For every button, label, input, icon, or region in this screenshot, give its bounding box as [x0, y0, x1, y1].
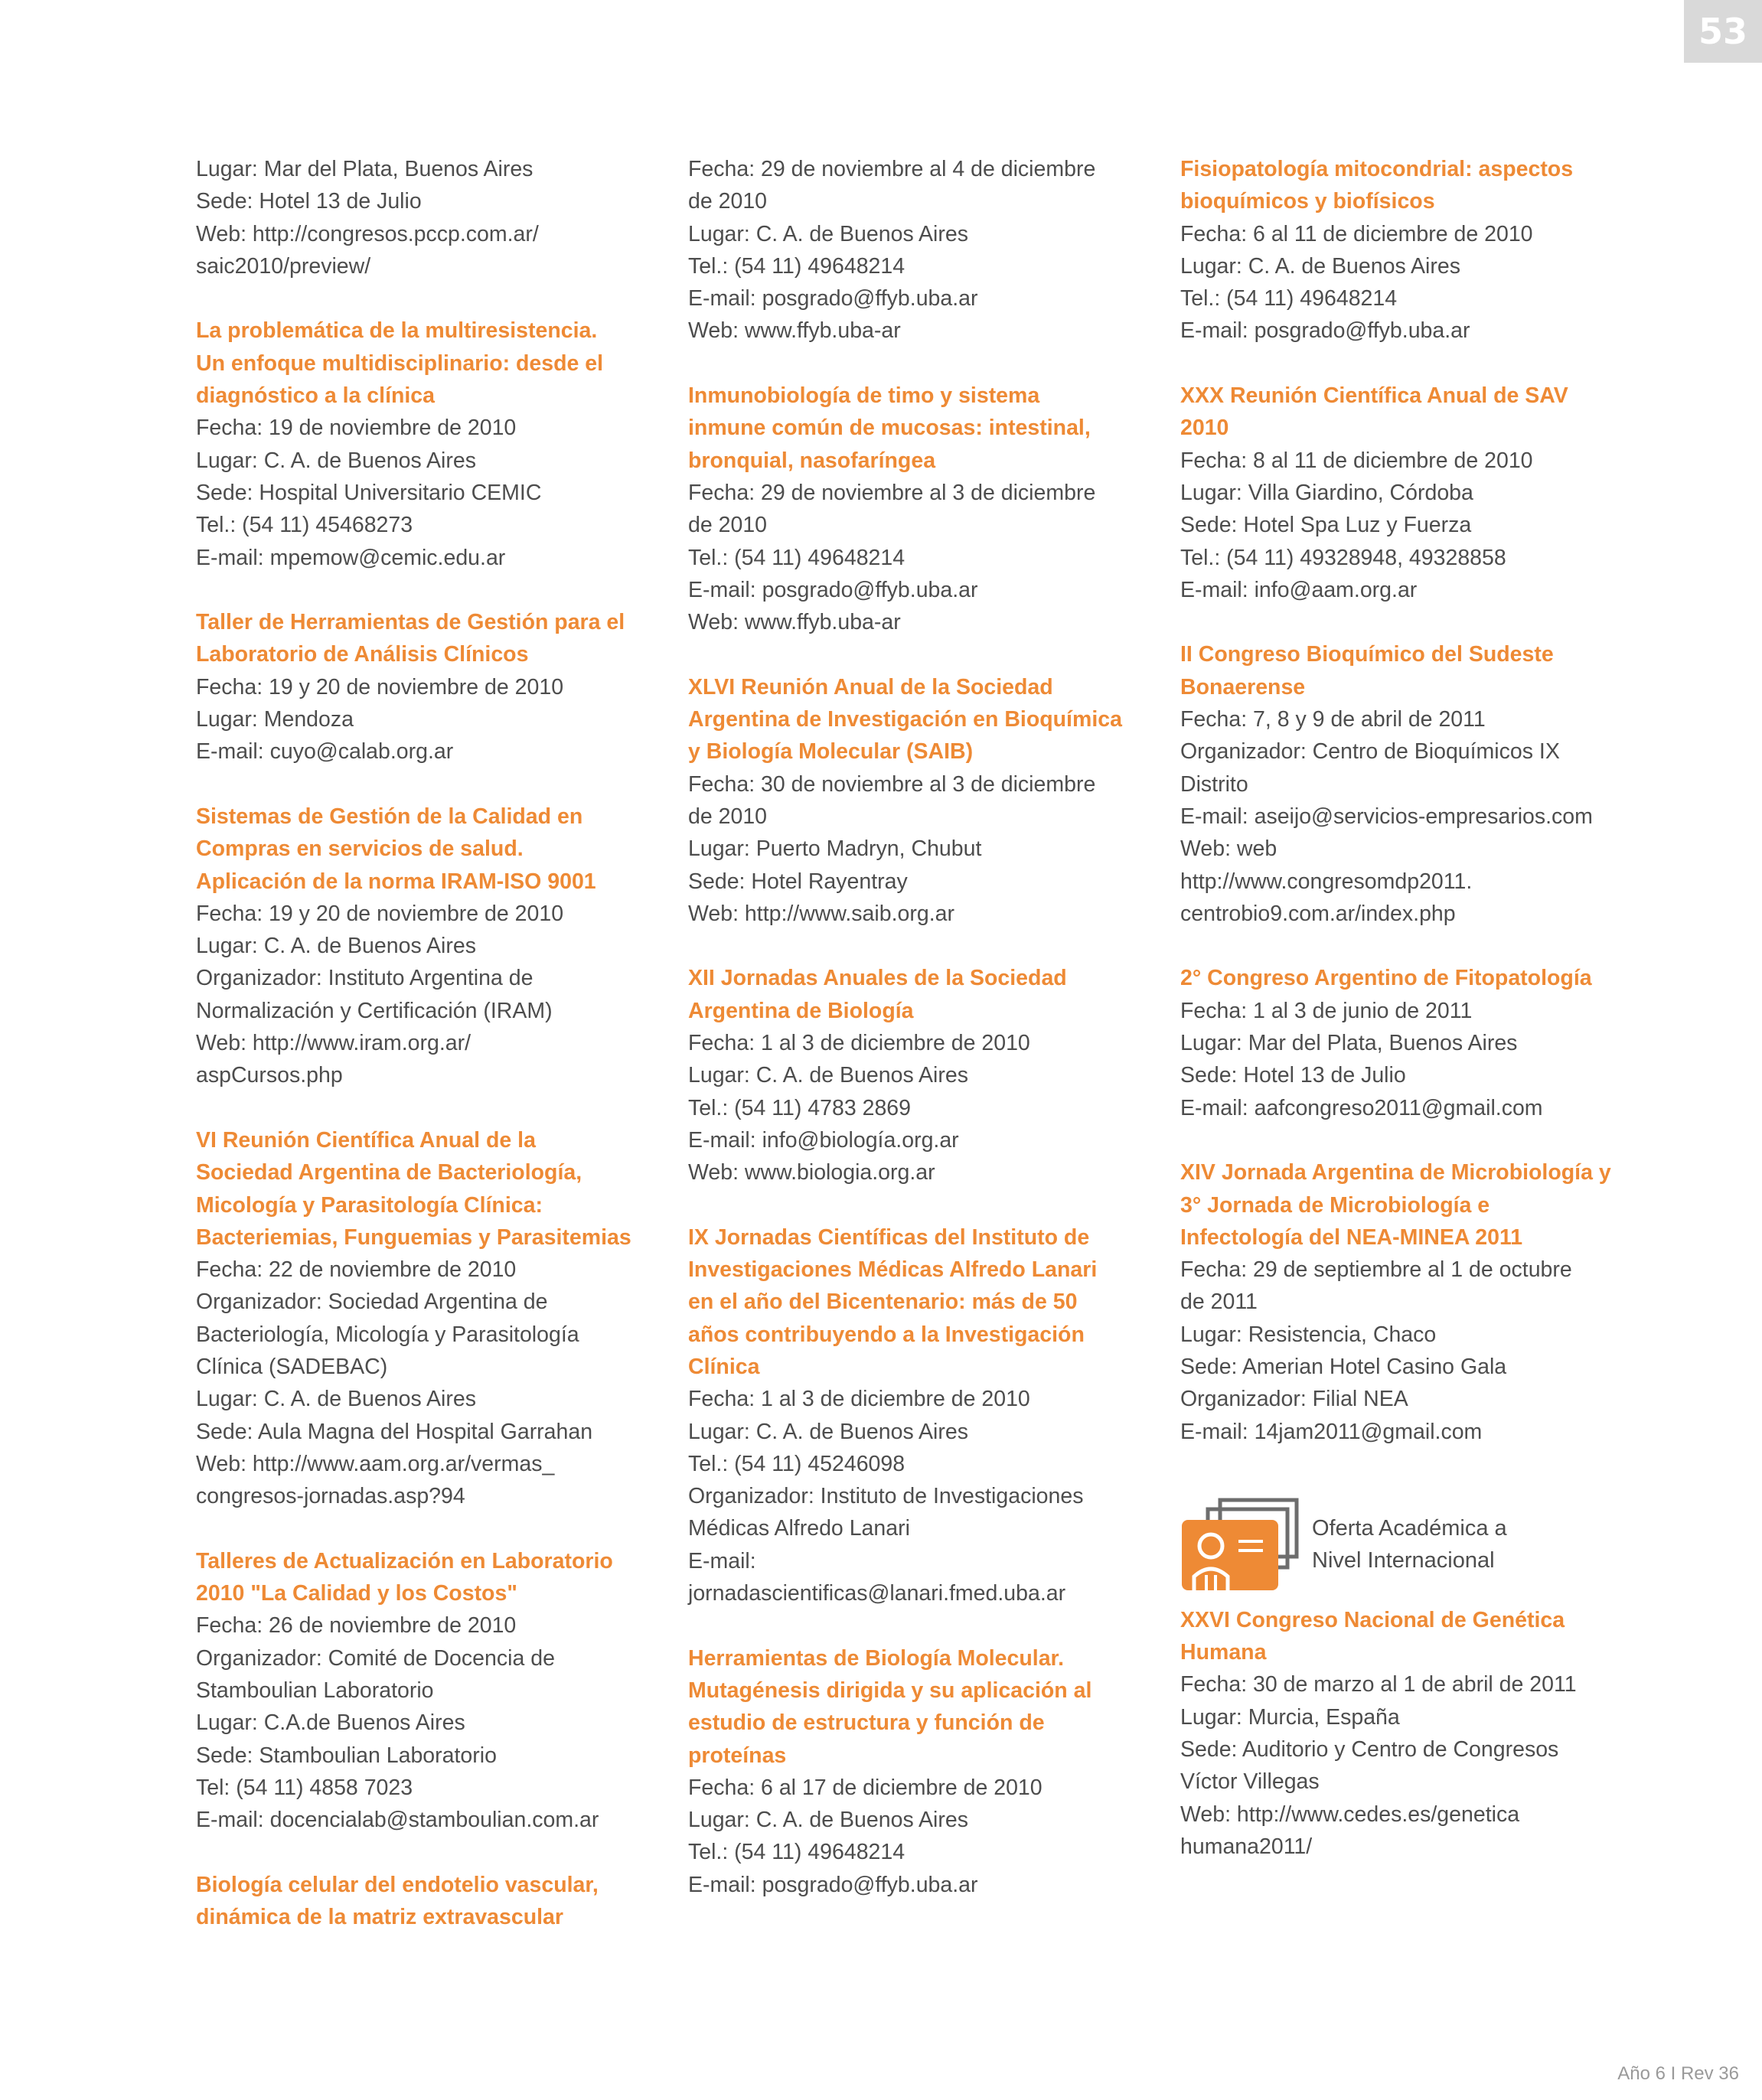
event-entry [196, 153, 655, 282]
event-title-line: 2° Congreso Argentino de Fitopatología [1180, 966, 1592, 991]
event-title [196, 801, 655, 898]
event-detail-line: Lugar: C. A. de Buenos Aires [688, 1808, 968, 1833]
event-detail-line: Fecha: 1 al 3 de diciembre de 2010 [688, 1387, 1030, 1412]
event-detail-line: Lugar: C. A. de Buenos Aires [688, 1063, 968, 1088]
event-detail-line: Tel.: (54 11) 49648214 [688, 253, 905, 279]
event-title [196, 315, 655, 412]
event-title-line: Herramientas de Biología Molecular. [688, 1645, 1064, 1671]
event-detail-line: de 2010 [688, 804, 768, 829]
column-2 [688, 153, 1147, 1933]
event-title-line: Sociedad Argentina de Bacteriología, [196, 1160, 582, 1185]
event-detail-line: E-mail: info@aam.org.ar [1180, 577, 1418, 602]
event-title-line: XXVI Congreso Nacional de Genética [1180, 1607, 1565, 1632]
event-detail-line: Web: www.biologia.org.ar [688, 1160, 935, 1185]
event-title [1180, 1156, 1640, 1254]
event-title-line: Aplicación de la norma IRAM-ISO 9001 [196, 869, 596, 894]
event-detail-line: Lugar: C. A. de Buenos Aires [1180, 253, 1460, 279]
event-detail-line: congresos-jornadas.asp?94 [196, 1484, 465, 1509]
event-title-line: años contribuyendo a la Investigación [688, 1322, 1085, 1347]
event-title-line: XII Jornadas Anuales de la Sociedad [688, 966, 1067, 991]
event-detail-line: Víctor Villegas [1180, 1769, 1320, 1795]
event-detail-line: Fecha: 1 al 3 de junio de 2011 [1180, 998, 1473, 1023]
event-detail-line: E-mail: posgrado@ffyb.uba.ar [1180, 318, 1470, 344]
event-detail-line: Organizador: Sociedad Argentina de [196, 1290, 548, 1315]
event-entry [1180, 153, 1640, 347]
event-title-line: y Biología Molecular (SAIB) [688, 739, 974, 765]
event-detail-line: Fecha: 8 al 11 de diciembre de 2010 [1180, 448, 1533, 473]
event-title [688, 1642, 1147, 1772]
event-title [688, 380, 1147, 477]
event-detail-line: Tel.: (54 11) 4783 2869 [688, 1095, 912, 1120]
page-number: 53 [1684, 0, 1762, 63]
event-entry [196, 801, 655, 1092]
event-detail-line: Web: http://www.saib.org.ar [688, 901, 954, 926]
event-detail-line: http://www.congresomdp2011. [1180, 869, 1473, 894]
event-title [1180, 153, 1640, 218]
event-title [196, 606, 655, 671]
event-detail-line: Clínica (SADEBAC) [196, 1354, 388, 1379]
event-title-line: II Congreso Bioquímico del Sudeste [1180, 642, 1554, 667]
event-detail-line: E-mail: 14jam2011@gmail.com [1180, 1419, 1483, 1444]
event-detail-line: humana2011/ [1180, 1834, 1313, 1859]
event-title-line: Laboratorio de Análisis Clínicos [196, 642, 529, 667]
event-title-line: Biología celular del endotelio vascular, [196, 1872, 599, 1897]
event-detail-line: Fecha: 19 y 20 de noviembre de 2010 [196, 901, 564, 926]
section-title [1312, 1512, 1507, 1577]
event-title-line: Micología y Parasitología Clínica: [196, 1192, 543, 1218]
event-detail-line: Organizador: Instituto de Investigaciones [688, 1484, 1084, 1509]
event-title-line: IX Jornadas Científicas del Instituto de [688, 1224, 1090, 1250]
event-detail-line: Fecha: 1 al 3 de diciembre de 2010 [688, 1031, 1030, 1056]
event-title [1180, 962, 1640, 994]
footer: Año 6 I Rev 36 [1617, 2063, 1739, 2084]
event-detail-line: Lugar: C.A.de Buenos Aires [196, 1710, 465, 1736]
event-entry [196, 315, 655, 573]
event-detail-line: Lugar: C. A. de Buenos Aires [196, 934, 476, 959]
event-detail-line: Organizador: Filial NEA [1180, 1387, 1408, 1412]
event-entry [688, 1221, 1147, 1610]
event-title-line: Talleres de Actualización en Laboratorio [196, 1548, 613, 1573]
event-title-line: diagnóstico a la clínica [196, 383, 436, 409]
section-title-line: Oferta Académica a [1312, 1515, 1507, 1541]
event-detail-line: Organizador: Comité de Docencia de [196, 1645, 555, 1671]
event-detail-line: Fecha: 29 de noviembre al 3 de diciembre [688, 480, 1096, 505]
event-detail-line: Web: http://www.aam.org.ar/vermas_ [196, 1451, 555, 1476]
event-title-line: Humana [1180, 1640, 1267, 1665]
event-entry [1180, 1604, 1640, 1863]
event-detail-line: de 2010 [688, 513, 768, 538]
event-title-line: Sistemas de Gestión de la Calidad en [196, 804, 583, 829]
event-detail-line: centrobio9.com.ar/index.php [1180, 901, 1456, 926]
event-title [688, 671, 1147, 768]
event-entry [688, 962, 1147, 1189]
event-title-line: XLVI Reunión Anual de la Sociedad [688, 674, 1053, 699]
event-entry [196, 1124, 655, 1513]
event-detail-line: Lugar: Villa Giardino, Córdoba [1180, 480, 1473, 505]
event-title-line: Clínica [688, 1354, 760, 1379]
event-detail-line: Fecha: 29 de septiembre al 1 de octubre [1180, 1257, 1572, 1283]
event-entry [688, 153, 1147, 347]
event-detail-line: E-mail: posgrado@ffyb.uba.ar [688, 286, 978, 311]
event-detail-line: E-mail: aseijo@servicios-empresarios.com [1180, 804, 1593, 829]
event-detail-line: Lugar: Mendoza [196, 707, 354, 732]
event-title-line: Fisiopatología mitocondrial: aspectos [1180, 157, 1574, 181]
event-detail-line: Tel.: (54 11) 49328948, 49328858 [1180, 545, 1506, 570]
event-title-line: Taller de Herramientas de Gestión para el [196, 610, 625, 635]
event-title-line: Un enfoque multidisciplinario: desde el [196, 351, 604, 376]
event-entry [1180, 962, 1640, 1123]
event-detail-line: E-mail: aafcongreso2011@gmail.com [1180, 1095, 1543, 1120]
event-title-line: Bonaerense [1180, 674, 1306, 699]
event-detail-line: Lugar: C. A. de Buenos Aires [688, 221, 968, 246]
event-title [196, 1869, 655, 1934]
event-detail-line: Organizador: Instituto Argentina de [196, 966, 533, 991]
event-title-line: Mutagénesis dirigida y su aplicación al [688, 1678, 1092, 1703]
event-detail-line: Web: http://www.cedes.es/genetica [1180, 1802, 1520, 1827]
event-title-line: bioquímicos y biofísicos [1180, 189, 1435, 214]
event-detail-line: Bacteriología, Micología y Parasitología [196, 1322, 579, 1347]
event-title [1180, 638, 1640, 703]
event-title-line: dinámica de la matriz extravascular [196, 1905, 563, 1930]
event-detail-line: E-mail: posgrado@ffyb.uba.ar [688, 1872, 978, 1897]
event-detail-line: Lugar: Resistencia, Chaco [1180, 1322, 1437, 1347]
event-title [688, 962, 1147, 1027]
event-detail-line: Stamboulian Laboratorio [196, 1678, 434, 1703]
event-entry [196, 1545, 655, 1837]
event-detail-line: Tel.: (54 11) 49648214 [688, 1840, 905, 1865]
column-1 [196, 153, 655, 1966]
section-header [1180, 1495, 1640, 1593]
event-detail-line: Tel: (54 11) 4858 7023 [196, 1775, 413, 1800]
event-detail-line: E-mail: mpemow@cemic.edu.ar [196, 545, 506, 570]
event-title-line: inmune común de mucosas: intestinal, [688, 416, 1091, 441]
event-title-line: XIV Jornada Argentina de Microbiología y [1180, 1160, 1611, 1185]
event-detail-line: de 2011 [1180, 1290, 1258, 1315]
event-title-line: Inmunobiología de timo y sistema [688, 383, 1040, 409]
event-title-line: VI Reunión Científica Anual de la [196, 1127, 536, 1153]
event-title-line: 2010 "La Calidad y los Costos" [196, 1581, 517, 1606]
event-detail-line: saic2010/preview/ [196, 253, 371, 279]
event-detail-line: Fecha: 29 de noviembre al 4 de diciembre [688, 157, 1096, 181]
event-title [688, 1221, 1147, 1383]
event-detail-line: Sede: Hospital Universitario CEMIC [196, 480, 542, 505]
event-detail-line: E-mail: info@biología.org.ar [688, 1127, 959, 1153]
event-title [1180, 380, 1640, 445]
event-title-line: proteínas [688, 1743, 787, 1768]
event-detail-line: Lugar: Puerto Madryn, Chubut [688, 836, 982, 862]
event-detail-line: E-mail: cuyo@calab.org.ar [196, 739, 454, 765]
event-title-line: Bacteriemias, Funguemias y Parasitemias [196, 1224, 631, 1250]
event-title [196, 1545, 655, 1610]
event-entry [1180, 638, 1640, 930]
event-title-line: bronquial, nasofaríngea [688, 448, 936, 473]
event-detail-line: jornadascientificas@lanari.fmed.uba.ar [688, 1581, 1066, 1606]
event-detail-line: Lugar: C. A. de Buenos Aires [196, 448, 476, 473]
event-detail-line: Fecha: 19 y 20 de noviembre de 2010 [196, 674, 564, 699]
event-entry [1180, 380, 1640, 606]
certificate-icon [1180, 1495, 1303, 1593]
event-detail-line: Sede: Hotel 13 de Julio [1180, 1063, 1406, 1088]
event-detail-line: Lugar: Mar del Plata, Buenos Aires [1180, 1031, 1518, 1056]
event-detail-line: Fecha: 22 de noviembre de 2010 [196, 1257, 517, 1283]
event-detail-line: Web: www.ffyb.uba-ar [688, 318, 901, 344]
event-detail-line: Fecha: 30 de marzo al 1 de abril de 2011 [1180, 1672, 1577, 1697]
event-detail-line: Sede: Auditorio y Centro de Congresos [1180, 1737, 1559, 1762]
event-detail-line: Sede: Stamboulian Laboratorio [196, 1743, 497, 1768]
event-title-line: XXX Reunión Científica Anual de SAV [1180, 383, 1568, 409]
event-detail-line: E-mail: posgrado@ffyb.uba.ar [688, 577, 978, 602]
event-detail-line: Lugar: Mar del Plata, Buenos Aires [196, 157, 533, 181]
event-detail-line: Sede: Hotel Rayentray [688, 869, 908, 894]
event-title-line: 2010 [1180, 416, 1229, 441]
event-entry [196, 1869, 655, 1934]
event-detail-line: Fecha: 19 de noviembre de 2010 [196, 416, 517, 441]
event-title-line: estudio de estructura y función de [688, 1710, 1045, 1736]
event-title-line: Investigaciones Médicas Alfredo Lanari [688, 1257, 1098, 1283]
event-detail-line: Lugar: C. A. de Buenos Aires [688, 1419, 968, 1444]
event-detail-line: aspCursos.php [196, 1063, 343, 1088]
event-title-line: Infectología del NEA-MINEA 2011 [1180, 1224, 1523, 1250]
event-detail-line: Organizador: Centro de Bioquímicos IX [1180, 739, 1560, 765]
event-detail-line: Web: http://congresos.pccp.com.ar/ [196, 221, 539, 246]
event-detail-line: Sede: Hotel 13 de Julio [196, 189, 422, 214]
event-detail-line: Sede: Aula Magna del Hospital Garrahan [196, 1419, 593, 1444]
event-detail-line: Tel.: (54 11) 45468273 [196, 513, 413, 538]
event-title-line: en el año del Bicentenario: más de 50 [688, 1290, 1078, 1315]
event-entry [196, 606, 655, 768]
event-entry [1180, 1156, 1640, 1448]
event-detail-line: Fecha: 30 de noviembre al 3 de diciembre [688, 771, 1096, 797]
event-detail-line: Médicas Alfredo Lanari [688, 1516, 910, 1541]
event-detail-line: Fecha: 6 al 11 de diciembre de 2010 [1180, 221, 1533, 246]
event-detail-line: Lugar: Murcia, España [1180, 1704, 1400, 1730]
section-title-line: Nivel Internacional [1312, 1547, 1495, 1573]
event-detail-line: E-mail: docencialab@stamboulian.com.ar [196, 1808, 599, 1833]
event-detail-line: E-mail: [688, 1548, 756, 1573]
event-detail-line: Sede: Hotel Spa Luz y Fuerza [1180, 513, 1472, 538]
event-detail-line: Web: www.ffyb.uba-ar [688, 610, 901, 635]
section-entries [1180, 1604, 1640, 1863]
column-3-entries [1180, 153, 1640, 1448]
event-title-line: Argentina de Investigación en Bioquímica [688, 707, 1122, 732]
event-title-line: Argentina de Biología [688, 998, 914, 1023]
event-entry [688, 380, 1147, 638]
event-entry [688, 1642, 1147, 1901]
event-detail-line: Tel.: (54 11) 45246098 [688, 1451, 905, 1476]
event-detail-line: de 2010 [688, 189, 768, 214]
event-detail-line: Tel.: (54 11) 49648214 [1180, 286, 1398, 311]
event-title-line: La problemática de la multiresistencia. [196, 318, 598, 344]
event-detail-line: Fecha: 6 al 17 de diciembre de 2010 [688, 1775, 1043, 1800]
event-entry [688, 671, 1147, 930]
column-3 [1180, 153, 1640, 1896]
event-title [196, 1124, 655, 1254]
event-detail-line: Normalización y Certificación (IRAM) [196, 998, 553, 1023]
event-title [1180, 1604, 1640, 1669]
event-detail-line: Distrito [1180, 771, 1248, 797]
event-detail-line: Tel.: (54 11) 49648214 [688, 545, 905, 570]
event-title-line: Compras en servicios de salud. [196, 836, 524, 862]
event-detail-line: Fecha: 26 de noviembre de 2010 [196, 1613, 517, 1639]
event-detail-line: Web: web [1180, 836, 1277, 862]
event-title-line: 3° Jornada de Microbiología e [1180, 1192, 1490, 1218]
event-detail-line: Sede: Amerian Hotel Casino Gala [1180, 1354, 1507, 1379]
event-detail-line: Fecha: 7, 8 y 9 de abril de 2011 [1180, 707, 1486, 732]
event-detail-line: Web: http://www.iram.org.ar/ [196, 1031, 471, 1056]
event-detail-line: Lugar: C. A. de Buenos Aires [196, 1387, 476, 1412]
